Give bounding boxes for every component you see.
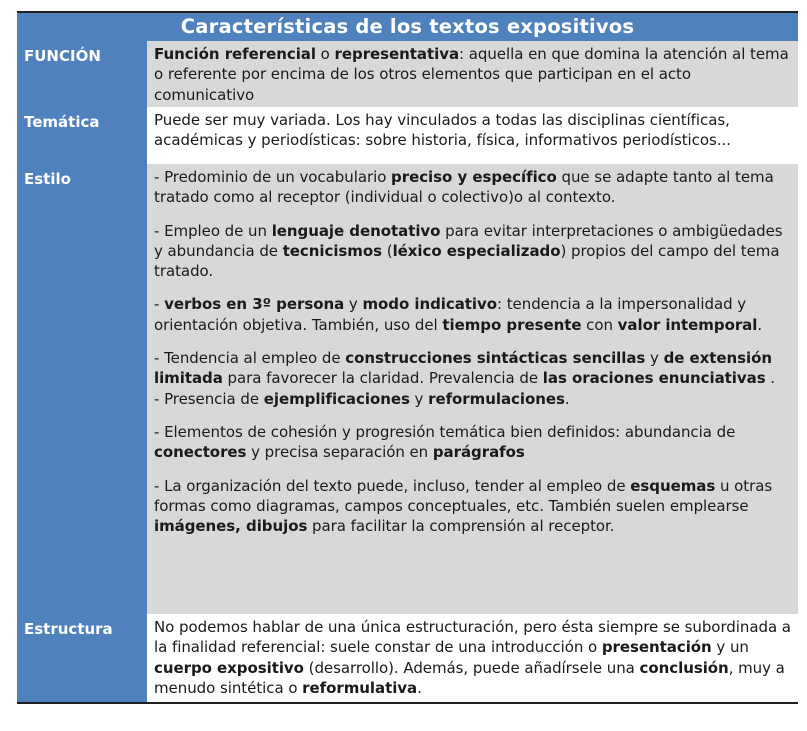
text-run: y [409, 389, 429, 408]
text-run: ) propios del campo del tema tratado. [154, 241, 780, 281]
text-run: - La organización del texto puede, incluso, tender al empleo de [154, 476, 631, 495]
bold-text: parágrafos [432, 443, 525, 462]
row-label-funcion: FUNCIÓN [17, 41, 147, 107]
bold-text: tecnicismos [282, 241, 383, 260]
bold-text: reformulativa [302, 678, 418, 697]
row-label-tematica: Temática [17, 107, 147, 164]
text-run: y precisa separación en [246, 443, 433, 462]
text-run: . [417, 678, 422, 697]
text-run: . [564, 389, 570, 408]
bold-text: tiempo presente [442, 315, 582, 334]
text-run: o [315, 45, 335, 63]
text-run: ( [382, 241, 393, 260]
characteristics-table [17, 11, 798, 704]
bold-text: léxico especializado [392, 241, 561, 260]
paragraph [154, 389, 794, 409]
bold-text: imágenes, dibujos [154, 517, 308, 536]
row-content-tematica [147, 107, 798, 164]
row-content-estilo [147, 164, 798, 614]
row-label-estructura: Estructura [17, 614, 147, 702]
bold-text: lenguaje denotativo [271, 221, 441, 240]
bold-text: cuerpo expositivo [154, 658, 304, 677]
row-content-funcion [147, 41, 798, 107]
text-run: : aquella en que domina la atención al tema o referente por encima de los otros elementos que participan en el acto comunicativo [154, 45, 789, 104]
bold-text: conectores [154, 443, 247, 462]
text-run: y [645, 349, 664, 368]
paragraph [154, 348, 794, 389]
text-run: (desarrollo). Además, puede añadírsele una [303, 658, 640, 677]
bold-text: presentación [601, 638, 712, 657]
paragraph [154, 167, 794, 208]
text-run: para evitar interpretaciones o ambigüedades y abundancia de [154, 221, 783, 260]
row-label-estilo: Estilo [17, 164, 147, 614]
paragraph [154, 422, 794, 463]
text-run: - Predominio de un vocabulario [154, 168, 392, 186]
bold-text: las oraciones enunciativas [542, 369, 766, 388]
text-run: , muy a menudo sintética o [154, 658, 785, 697]
text-run: con [581, 315, 618, 334]
bold-text: de extensión limitada [154, 349, 773, 388]
bold-text: reformulaciones [428, 389, 565, 408]
paragraph [154, 221, 794, 282]
bold-text: preciso y específico [391, 168, 557, 186]
bold-text: representativa [334, 45, 460, 63]
bold-text: conclusión [639, 658, 729, 677]
text-run: No podemos hablar de una única estructuración, pero ésta siempre se subordinada a la finalidad referencial: suele constar de una introducción o [154, 618, 791, 657]
text-run: que se adapte tanto al tema tratado como al receptor (individual o colectivo)o al contexto. [154, 168, 774, 207]
paragraph [154, 617, 794, 698]
paragraph [154, 44, 794, 105]
bold-text: verbos en 3º persona [164, 295, 345, 314]
paragraph [154, 110, 794, 151]
row-tematica [17, 107, 798, 164]
bold-text: ejemplificaciones [263, 389, 410, 408]
paragraph [154, 476, 794, 537]
text-run: . [757, 315, 763, 334]
text-run: u otras formas como diagramas, campos conceptuales, etc. También suelen emplearse [154, 476, 773, 515]
text-run: - Elementos de cohesión y progresión temática bien definidos: abundancia de [154, 422, 736, 441]
text-run: Puede ser muy variada. Los hay vinculados a todas las disciplinas científicas, académicas y periodísticas: sobre historia, física, informativos periodísticos... [154, 111, 731, 150]
text-run: - Tendencia al empleo de [154, 349, 346, 368]
bold-text: Función referencial [154, 45, 316, 63]
bold-text: construcciones sintácticas sencillas [345, 349, 646, 368]
text-run: y un [711, 638, 749, 657]
bold-text: esquemas [630, 476, 716, 495]
text-run: - Empleo de un [154, 221, 272, 240]
text-run: : tendencia a la impersonalidad y orientación objetiva. También, uso del [154, 295, 747, 334]
text-run: - Presencia de [154, 389, 264, 408]
bold-text: modo indicativo [362, 295, 497, 314]
table-title: Características de los textos expositivos [17, 13, 798, 41]
row-content-estructura [147, 614, 798, 702]
row-estilo [17, 164, 798, 614]
text-run: - [154, 295, 165, 314]
text-run: para favorecer la claridad. Prevalencia de [222, 369, 543, 388]
row-funcion [17, 41, 798, 107]
text-run: para facilitar la comprensión al receptor. [307, 517, 615, 536]
bold-text: valor intemporal [617, 315, 758, 334]
row-estructura [17, 614, 798, 702]
text-run: . [765, 369, 776, 388]
paragraph [154, 294, 794, 335]
text-run: y [344, 295, 363, 314]
